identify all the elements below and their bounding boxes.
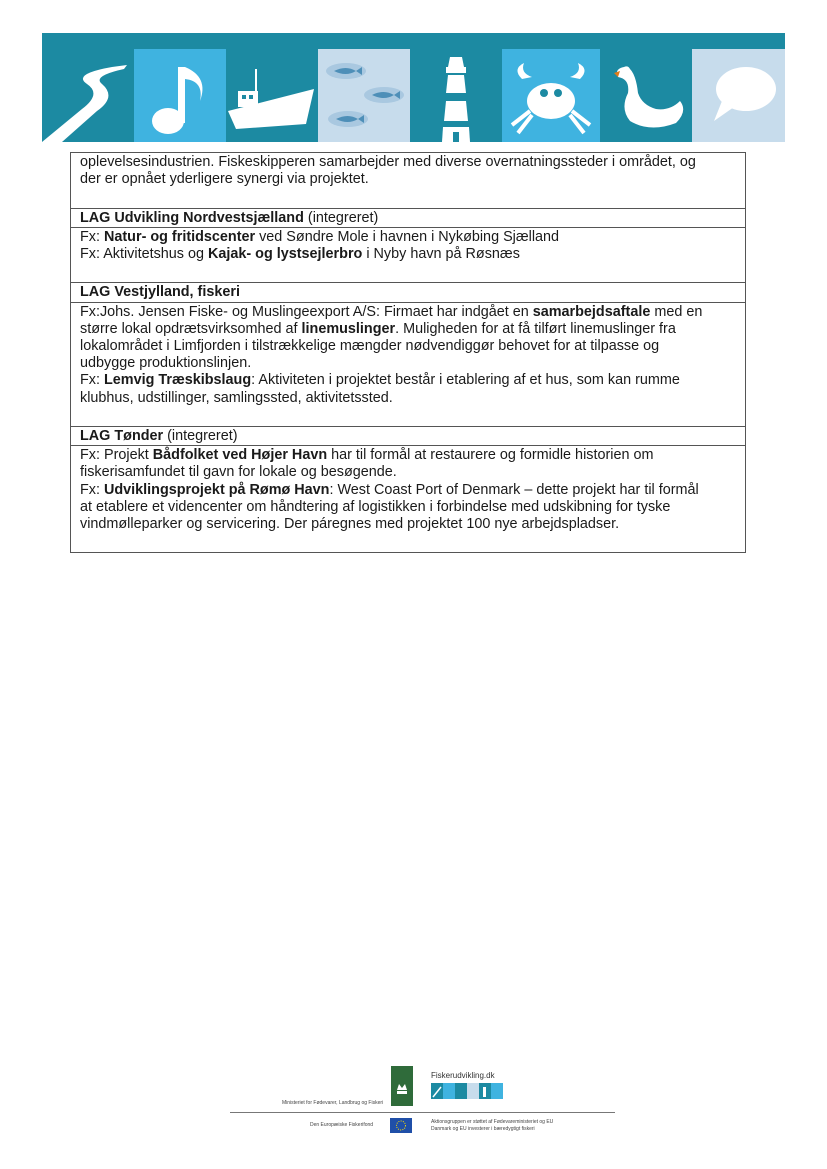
lag-projects-table xyxy=(70,152,746,553)
project-description-cell xyxy=(71,227,746,283)
project-description-cell xyxy=(71,153,746,209)
ministry-text: Ministeriet for Fødevarer, Landbrug og Fiskeri xyxy=(282,1100,384,1106)
table-heading-row xyxy=(71,427,746,446)
footer-logos xyxy=(230,1066,615,1138)
text: Fx: Projekt xyxy=(80,447,153,464)
eu-support-text-2: Danmark og EU investerer i bæredygtigt fiskeri xyxy=(431,1126,535,1132)
bold-text: Udviklingsprojekt på Rømø Havn xyxy=(103,481,330,498)
crab-icon xyxy=(502,49,600,142)
bold-text: Natur- og fritidscenter xyxy=(103,228,256,245)
fund-text: Den Europæiske Fiskerifond xyxy=(310,1122,374,1128)
ministry-crest-logo xyxy=(391,1066,413,1106)
banner-top-strip xyxy=(42,33,785,49)
text: lokalområdet i Limfjorden i tilstrækkelige mængder nødvendiggør behovet for at tilpasse og xyxy=(80,338,660,355)
text: ved Søndre Mole i havnen i Nykøbing Sjælland xyxy=(255,228,560,245)
lag-heading-cell xyxy=(71,208,746,227)
fish-plates-icon xyxy=(318,49,410,142)
fishing-boat-icon xyxy=(226,49,318,142)
fiskerudvikling-logo xyxy=(431,1071,511,1107)
table-row xyxy=(71,446,746,553)
eu-support-text-1: Aktionsgruppen er støttet af Fødevareministeriet og EU xyxy=(431,1119,554,1125)
text-line xyxy=(80,171,736,188)
text-line xyxy=(80,390,736,407)
speech-bubble-icon xyxy=(692,49,785,142)
text: : Aktiviteten i projektet består i etablering af et hus, som kan rumme xyxy=(251,372,680,389)
project-description-cell xyxy=(71,446,746,553)
bold-text: Lemvig Træskibslaug xyxy=(103,372,252,389)
text: klubhus, udstillinger, samlingssted, aktivitetssted. xyxy=(80,389,393,406)
text-line xyxy=(80,338,736,355)
lag-heading-cell xyxy=(71,283,746,302)
text-line xyxy=(80,482,736,499)
blank-line xyxy=(80,263,736,280)
header-banner xyxy=(42,33,785,142)
bold-text: LAG Udvikling Nordvestsjælland xyxy=(80,209,304,226)
text-line xyxy=(80,516,736,533)
text-line xyxy=(80,304,736,321)
text-line xyxy=(80,321,736,338)
bold-text: Bådfolket ved Højer Havn xyxy=(152,447,328,464)
bold-text: samarbejdsaftale xyxy=(532,303,651,320)
text: oplevelsesindustrien. Fiskeskipperen samarbejder med diverse overnatningssteder i området, og xyxy=(80,154,696,170)
text-line xyxy=(80,428,736,445)
bold-text: Kajak- og lystsejlerbro xyxy=(207,246,363,263)
bold-text: linemuslinger xyxy=(301,320,396,337)
project-description-cell xyxy=(71,302,746,426)
site-name: Fiskerudvikling.dk xyxy=(431,1071,495,1080)
text-line xyxy=(80,210,736,227)
road-icon xyxy=(42,49,132,142)
text-line xyxy=(80,464,736,481)
text: større lokal opdrætsvirksomhed af xyxy=(80,320,302,337)
text: udbygge produktionslinjen. xyxy=(80,355,252,372)
table-row xyxy=(71,227,746,283)
table-row xyxy=(71,302,746,426)
text: (integreret) xyxy=(163,428,238,445)
text: : West Coast Port of Denmark – dette projekt har til formål xyxy=(329,481,699,498)
text: . Muligheden for at få tilført linemuslinger fra xyxy=(395,320,676,337)
footer-divider xyxy=(230,1112,615,1113)
bold-text: LAG Tønder xyxy=(80,428,164,445)
blank-line xyxy=(80,533,736,550)
lag-heading-cell xyxy=(71,427,746,446)
text: Fx: xyxy=(80,372,104,389)
text: Fx:Johs. Jensen Fiske- og Muslingeexport A/S: Firmaet har indgået en xyxy=(80,303,533,320)
table-heading-row xyxy=(71,208,746,227)
text: fiskerisamfundet til gavn for lokale og besøgende. xyxy=(80,464,397,481)
text: med en xyxy=(650,303,703,320)
text: vindmølleparker og servicering. Der páregnes med projektet 100 nye arbejdspladser. xyxy=(80,516,620,533)
text: Fx: Aktivitetshus og xyxy=(80,246,208,263)
blank-line xyxy=(80,407,736,424)
text-line xyxy=(80,372,736,389)
bold-text: LAG Vestjylland, fiskeri xyxy=(80,284,240,301)
text: at etablere et videncenter om håndtering af logistikken i forbindelse med udskibning for tyske xyxy=(80,498,671,515)
text-line xyxy=(80,246,736,263)
table-row xyxy=(71,153,746,209)
table-heading-row xyxy=(71,283,746,302)
mini-banner-icon xyxy=(431,1083,503,1099)
text: Fx: xyxy=(80,228,104,245)
text: der er opnået yderligere synergi via projektet. xyxy=(80,171,369,188)
text: Fx: xyxy=(80,481,104,498)
music-note-icon xyxy=(134,49,226,142)
text-line xyxy=(80,499,736,516)
text: har til formål at restaurere og formidle historien om xyxy=(327,447,654,464)
text-line xyxy=(80,447,736,464)
text-line xyxy=(80,154,736,171)
text-line xyxy=(80,355,736,372)
lighthouse-icon xyxy=(410,49,502,142)
text-line xyxy=(80,284,736,301)
text-line xyxy=(80,229,736,246)
swan-icon xyxy=(600,49,692,142)
eu-flag-icon xyxy=(390,1118,412,1133)
blank-line xyxy=(80,188,736,205)
crown-icon xyxy=(391,1066,413,1106)
text: i Nyby havn på Røsnæs xyxy=(362,246,520,263)
text: (integreret) xyxy=(303,209,379,226)
